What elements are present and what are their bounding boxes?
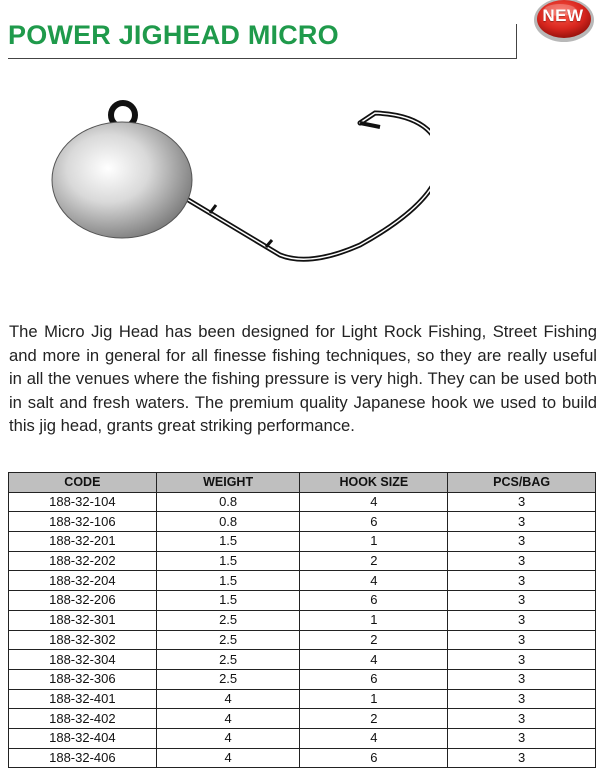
cell-hook-size: 4 xyxy=(300,571,448,591)
cell-weight: 1.5 xyxy=(156,591,300,611)
cell-pcs-bag: 3 xyxy=(448,748,596,768)
cell-weight: 0.8 xyxy=(156,492,300,512)
cell-hook-size: 6 xyxy=(300,669,448,689)
cell-pcs-bag: 3 xyxy=(448,610,596,630)
cell-hook-size: 2 xyxy=(300,630,448,650)
cell-hook-size: 4 xyxy=(300,650,448,670)
cell-weight: 2.5 xyxy=(156,669,300,689)
col-header-code: CODE xyxy=(9,473,157,493)
cell-hook-size: 2 xyxy=(300,551,448,571)
table-row xyxy=(9,551,596,571)
cell-hook-size: 2 xyxy=(300,709,448,729)
cell-hook-size: 6 xyxy=(300,591,448,611)
cell-pcs-bag: 3 xyxy=(448,709,596,729)
cell-hook-size: 1 xyxy=(300,532,448,552)
table-row xyxy=(9,610,596,630)
cell-weight: 4 xyxy=(156,689,300,709)
cell-pcs-bag: 3 xyxy=(448,512,596,532)
table-row xyxy=(9,748,596,768)
table-row xyxy=(9,492,596,512)
cell-pcs-bag: 3 xyxy=(448,728,596,748)
cell-weight: 4 xyxy=(156,748,300,768)
cell-weight: 2.5 xyxy=(156,630,300,650)
spec-table xyxy=(8,472,596,768)
cell-code: 188-32-302 xyxy=(9,630,157,650)
page-title: POWER JIGHEAD MICRO xyxy=(8,20,339,50)
cell-hook-size: 1 xyxy=(300,610,448,630)
cell-pcs-bag: 3 xyxy=(448,591,596,611)
col-header-pcs-bag: PCS/BAG xyxy=(448,473,596,493)
table-row xyxy=(9,591,596,611)
cell-code: 188-32-401 xyxy=(9,689,157,709)
col-header-weight: WEIGHT xyxy=(156,473,300,493)
cell-code: 188-32-104 xyxy=(9,492,157,512)
jighead-hook-illustration-icon xyxy=(30,95,430,275)
table-row xyxy=(9,532,596,552)
table-header-row xyxy=(9,473,596,493)
cell-hook-size: 6 xyxy=(300,748,448,768)
cell-code: 188-32-106 xyxy=(9,512,157,532)
cell-code: 188-32-204 xyxy=(9,571,157,591)
table-row xyxy=(9,630,596,650)
cell-code: 188-32-304 xyxy=(9,650,157,670)
cell-pcs-bag: 3 xyxy=(448,669,596,689)
cell-pcs-bag: 3 xyxy=(448,492,596,512)
table-row xyxy=(9,669,596,689)
cell-code: 188-32-306 xyxy=(9,669,157,689)
cell-code: 188-32-201 xyxy=(9,532,157,552)
cell-hook-size: 4 xyxy=(300,492,448,512)
cell-code: 188-32-202 xyxy=(9,551,157,571)
cell-code: 188-32-206 xyxy=(9,591,157,611)
table-row xyxy=(9,689,596,709)
cell-weight: 2.5 xyxy=(156,610,300,630)
cell-hook-size: 1 xyxy=(300,689,448,709)
cell-weight: 4 xyxy=(156,709,300,729)
cell-weight: 0.8 xyxy=(156,512,300,532)
cell-pcs-bag: 3 xyxy=(448,551,596,571)
product-description: The Micro Jig Head has been designed for Light Rock Fishing, Street Fishing and more in general for all finesse fishing techniques, so they are really useful in all the venues where the fishing pressure is very high. They can be used both in salt and fresh waters. The premium quality Japanese hook we used to build this jig head, grants great striking performance. xyxy=(9,322,597,435)
cell-code: 188-32-406 xyxy=(9,748,157,768)
cell-code: 188-32-402 xyxy=(9,709,157,729)
title-underline xyxy=(8,58,516,59)
cell-pcs-bag: 3 xyxy=(448,630,596,650)
cell-hook-size: 6 xyxy=(300,512,448,532)
cell-code: 188-32-301 xyxy=(9,610,157,630)
cell-code: 188-32-404 xyxy=(9,728,157,748)
table-row xyxy=(9,650,596,670)
cell-hook-size: 4 xyxy=(300,728,448,748)
cell-weight: 1.5 xyxy=(156,532,300,552)
table-row xyxy=(9,512,596,532)
new-badge-label: NEW xyxy=(542,6,584,25)
cell-pcs-bag: 3 xyxy=(448,650,596,670)
cell-weight: 1.5 xyxy=(156,551,300,571)
col-header-hook-size: HOOK SIZE xyxy=(300,473,448,493)
table-row xyxy=(9,709,596,729)
table-row xyxy=(9,571,596,591)
cell-weight: 2.5 xyxy=(156,650,300,670)
title-rule-end xyxy=(516,24,517,59)
table-row xyxy=(9,728,596,748)
cell-weight: 4 xyxy=(156,728,300,748)
cell-weight: 1.5 xyxy=(156,571,300,591)
cell-pcs-bag: 3 xyxy=(448,571,596,591)
cell-pcs-bag: 3 xyxy=(448,689,596,709)
cell-pcs-bag: 3 xyxy=(448,532,596,552)
